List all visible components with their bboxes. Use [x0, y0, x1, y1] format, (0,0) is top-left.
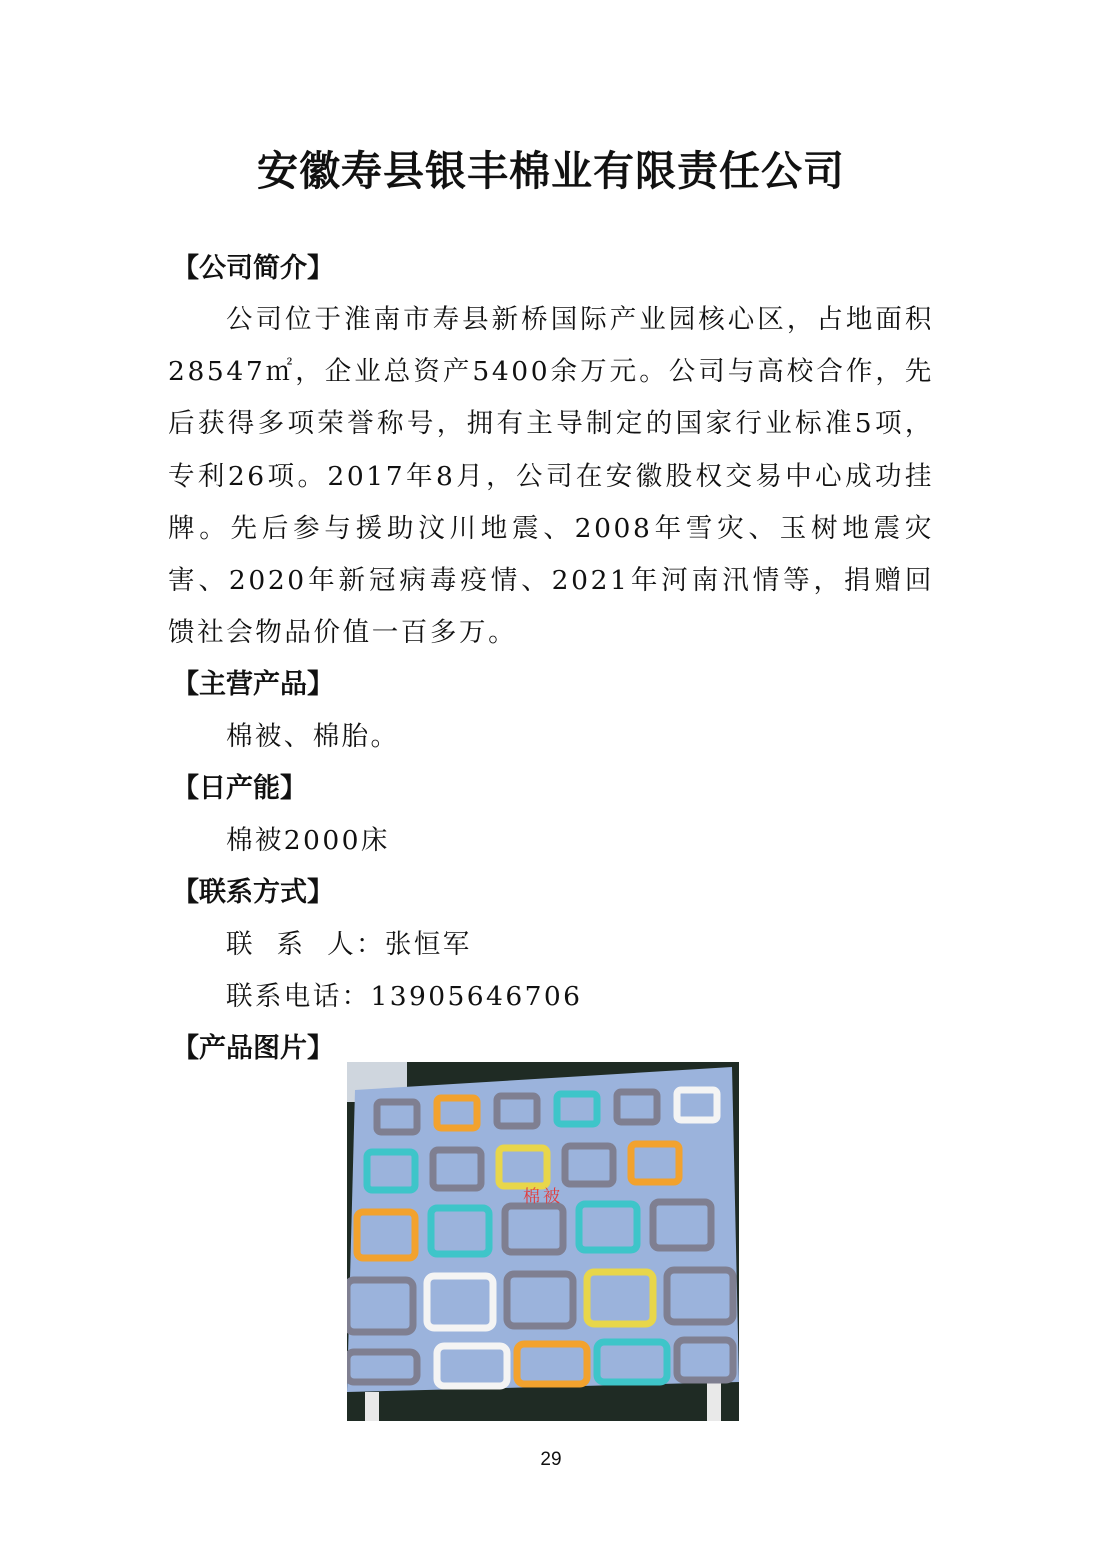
contact-person-label: 联 系 人： — [226, 929, 385, 960]
section-heading-capacity: 【日产能】 — [172, 773, 307, 804]
product-photo — [347, 1062, 739, 1421]
contact-phone-row — [226, 974, 582, 1013]
intro-paragraph: 公司位于淮南市寿县新桥国际产业园核心区，占地面积28547㎡，企业总资产5400余万元。公司与高校合作，先后获得多项荣誉称号，拥有主导制定的国家行业标准5项，专利26项。2017年8月，公司在安徽股权交易中心成功挂牌。先后参与援助汶川地震、2008年雪灾、玉树地震灾害、2020年新冠病毒疫情、2021年河南汛情等，捐赠回馈社会物品价值一百多万。 — [168, 304, 934, 649]
contact-person-name: 张恒军 — [384, 929, 472, 960]
products-text: 棉被、棉胎。 — [226, 721, 400, 752]
page-title: 安徽寿县银丰棉业有限责任公司 — [257, 147, 845, 195]
section-heading-contact: 【联系方式】 — [172, 877, 334, 908]
contact-person-row — [226, 922, 472, 961]
page-number: 29 — [540, 1449, 562, 1470]
section-heading-photo: 【产品图片】 — [172, 1033, 334, 1064]
contact-phone-number: 13905646706 — [370, 981, 583, 1012]
quilt-image — [347, 1062, 739, 1421]
photo-caption: 棉被 — [523, 1187, 563, 1207]
section-heading-products: 【主营产品】 — [172, 669, 334, 700]
section-heading-intro: 【公司简介】 — [172, 253, 334, 284]
capacity-text: 棉被2000床 — [226, 825, 390, 856]
contact-phone-label: 联系电话： — [226, 981, 371, 1012]
